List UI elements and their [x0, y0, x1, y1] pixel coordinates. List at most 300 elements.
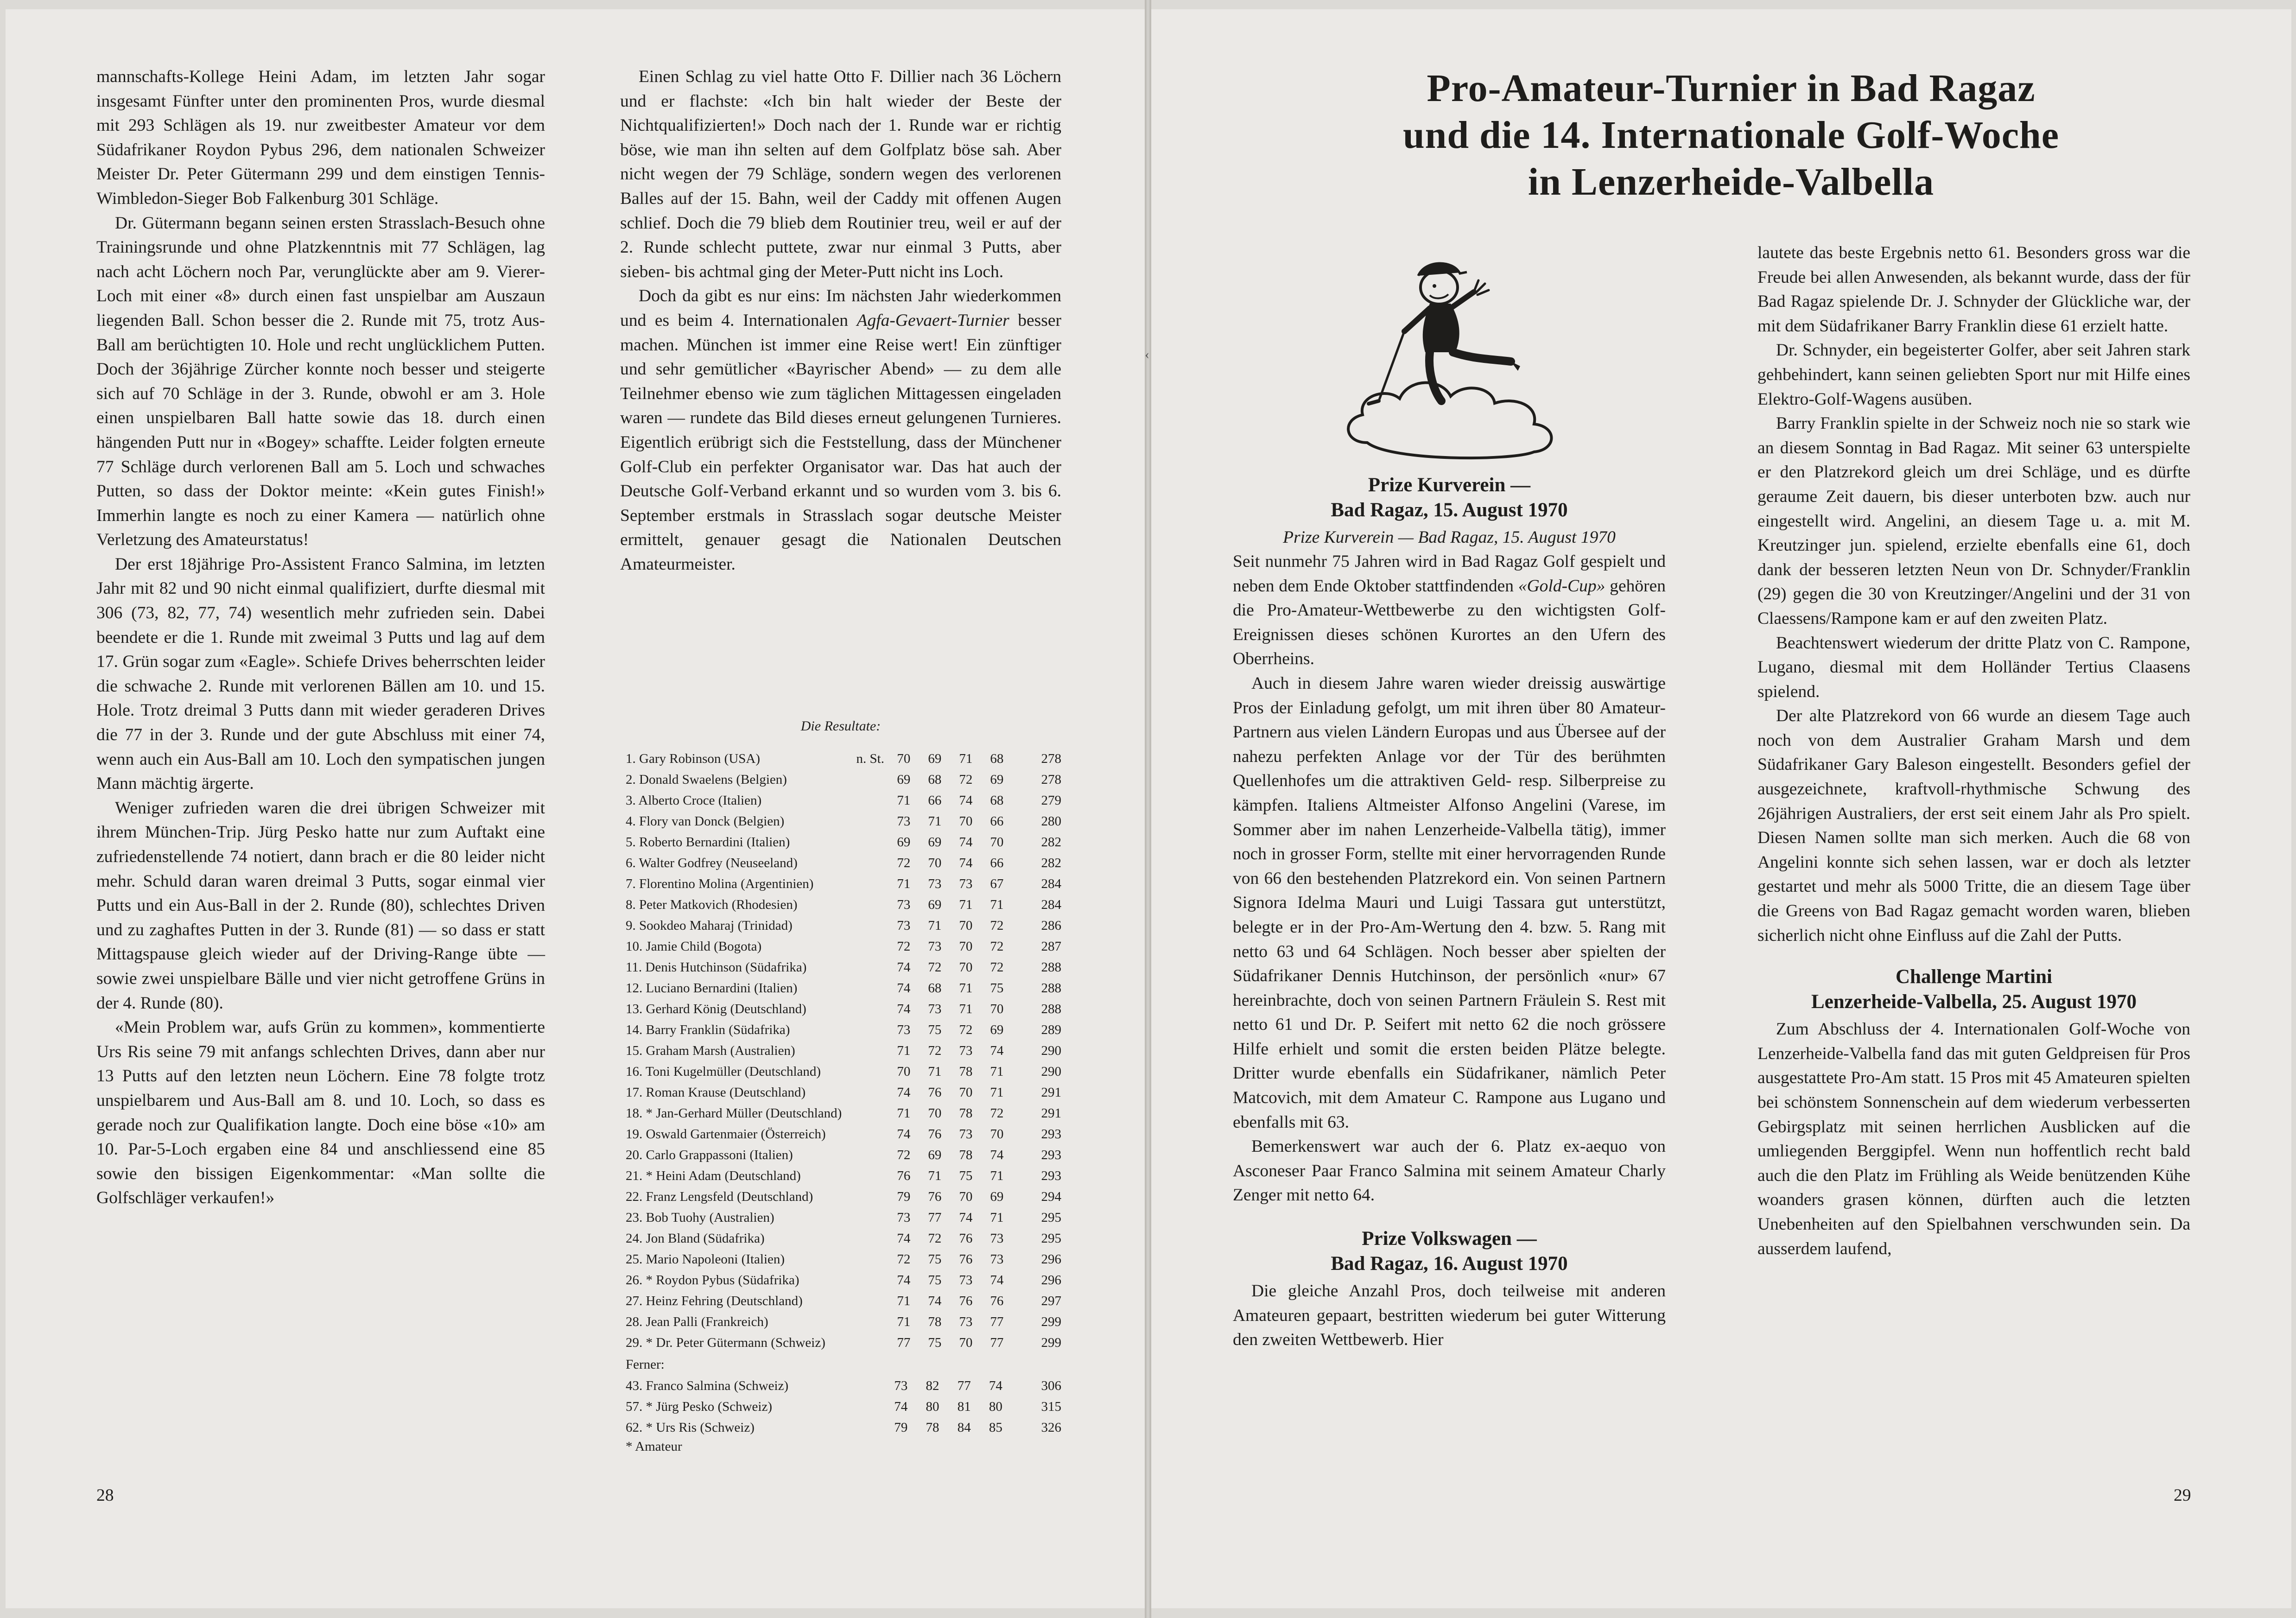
paragraph: Die gleiche Anzahl Pros, doch teilweise mit anderen Amateuren gepaart, bestritten wiederum bei guter Witterung den zweiten Wettbewerb. Hier	[1233, 1282, 1666, 1350]
player-name: 43. Franco Salmina (Schweiz)	[626, 1378, 789, 1393]
table-row	[626, 978, 1061, 999]
table-row	[626, 1041, 1061, 1061]
tiebreak-note	[856, 832, 897, 853]
round-score: 74	[897, 1085, 911, 1100]
paragraph: mannschafts-Kollege Heini Adam, im letzten Jahr sogar insgesamt Fünfter unter den prominenten Pros, wurde diesmal mit 293 Schlägen als 19. nur zweitbester Amateur vor dem Südafrikaner Roydon Pybus 296, dem nationalen Schweizer Meister Dr. Peter Gütermann 299 und dem einstigen Tennis-Wimbledon-Sieger Bob Falkenburg 301 Schläge.	[96, 67, 545, 208]
player-name: 25. Mario Napoleoni (Italien)	[626, 1252, 785, 1267]
tiebreak-note	[856, 1291, 897, 1312]
round-score: 71	[990, 1168, 1004, 1183]
round-score: 67	[990, 876, 1004, 891]
round-score: 69	[928, 751, 942, 766]
page-number-right: 29	[2174, 1486, 2191, 1505]
round-score: 74	[897, 1127, 911, 1142]
round-score: 71	[897, 1294, 911, 1308]
paragraph: Der alte Platzrekord von 66 wurde an diesem Tage auch noch von dem Australier Graham Marsh und dem Südafrikaner Gary Baleson eingestellt. Besonders gefiel der ausgezeichnete, kraftvoll-rhythmische Schwung des 26jährigen Australiers, der erst seit einem Jahr als Pro spielt. Diesen Namen sollte man sich merken. Auch die 68 von Angelini konnte sich sehen lassen, war er doch als letzter gestartet und mehr als 5000 Tritte, die an diesem Tage über die Greens von Bad Ragaz gemacht worden waren, blieben sicherlich nicht ohne Einfluss auf die Zahl der Putts.	[1757, 706, 2190, 945]
round-score: 70	[897, 1064, 911, 1079]
round-score: 69	[928, 835, 942, 850]
player-name: 10. Jamie Child (Bogota)	[626, 939, 762, 954]
title-line: in Lenzerheide-Valbella	[1528, 160, 1934, 203]
round-score: 71	[959, 897, 973, 912]
round-score: 76	[897, 1168, 911, 1183]
round-score: 74	[990, 1273, 1004, 1288]
tiebreak-note	[856, 1312, 897, 1332]
round-score: 73	[928, 939, 942, 954]
left-column-1	[96, 65, 545, 1211]
round-score: 70	[959, 939, 973, 954]
section-heading	[1757, 964, 2190, 1015]
round-score: 79	[897, 1189, 911, 1204]
player-name: 62. * Urs Ris (Schweiz)	[626, 1420, 755, 1435]
table-row	[626, 769, 1061, 790]
round-score: 70	[959, 814, 973, 829]
round-score: 71	[959, 981, 973, 996]
results-title: Die Resultate:	[800, 718, 881, 734]
round-score: 79	[894, 1420, 908, 1435]
player-name: 6. Walter Godfrey (Neuseeland)	[626, 856, 798, 870]
round-score: 68	[990, 751, 1004, 766]
round-score: 71	[897, 876, 911, 891]
round-score: 70	[897, 751, 911, 766]
table-row	[626, 936, 1061, 957]
tiebreak-note	[856, 1082, 897, 1103]
paragraph: Einen Schlag zu viel hatte Otto F. Dillier nach 36 Löchern und er flachste: «Ich bin halt wieder der Beste der Nichtqualifizierten!» Doch nach der 1. Runde war er richtig böse, wie man ihn selten auf dem Golfplatz böse sah. Aber nicht wegen der 79 Schläge, sondern wegen des verlorenen Balles auf der 15. Bahn, weil der Caddy mit offenen Augen schlief. Doch die 79 blieb dem Routinier treu, weil er auf der 2. Runde schlecht puttete, zwar nur einmal 3 Putts, aber sieben- bis achtmal ging der Meter-Putt nicht ins Loch.	[620, 67, 1061, 281]
round-score: 69	[990, 1189, 1004, 1204]
total-score: 293	[1041, 1168, 1061, 1183]
round-score: 73	[928, 1002, 942, 1016]
table-row	[626, 1187, 1061, 1207]
gutter-mark: ‹	[1145, 347, 1149, 362]
tiebreak-note	[856, 1166, 897, 1187]
round-score: 70	[928, 856, 942, 870]
title-line: und die 14. Internationale Golf-Woche	[1402, 114, 2060, 157]
tiebreak-note	[856, 1270, 897, 1291]
table-row	[626, 1207, 1061, 1228]
section-subheading: Prize Kurverein — Bad Ragaz, 15. August 1970	[1283, 528, 1616, 547]
round-score: 74	[897, 1002, 911, 1016]
player-name: 1. Gary Robinson (USA)	[626, 751, 760, 766]
round-score: 75	[990, 981, 1004, 996]
round-score: 74	[959, 793, 973, 808]
round-score: 71	[959, 1002, 973, 1016]
round-score: 78	[928, 1314, 942, 1329]
table-row	[626, 1291, 1061, 1312]
table-row	[626, 811, 1061, 832]
tiebreak-note	[856, 769, 897, 790]
round-score: 72	[990, 939, 1004, 954]
text-run: Seit nunmehr 75 Jahren wird in Bad Ragaz Golf gespielt und neben dem Ende Oktober stattfindenden	[1233, 552, 1666, 596]
round-score: 77	[990, 1314, 1004, 1329]
total-score: 291	[1041, 1106, 1061, 1121]
table-row	[626, 1020, 1061, 1041]
table-row	[626, 1396, 1061, 1417]
round-score: 72	[897, 1252, 911, 1267]
round-score: 75	[928, 1022, 942, 1037]
round-score: 76	[928, 1127, 942, 1142]
round-score: 82	[926, 1378, 939, 1393]
total-score: 297	[1041, 1294, 1061, 1308]
round-score: 72	[897, 1148, 911, 1162]
total-score: 296	[1041, 1273, 1061, 1288]
paragraph: Auch in diesem Jahre waren wieder dreissig auswärtige Pros der Einladung gefolgt, um mit ihren über 80 Amateur-Partnern aus vielen Ländern Europas und aus Übersee auf der nahezu perfekten Anlage vor der Tür des berühmten Quellenhofes um die attraktiven Geld- resp. Silberpreise zu kämpfen. Italiens Altmeister Alfonso Angelini (Varese, im Sommer aber im nahen Lenzerheide-Valbella tätig), immer noch in grosser Form, stellte mit einer hervorragenden Runde von 66 den bestehenden Platzrekord ein. Von seinen Partnern Signora Idelma Mauri und Luigi Tassara gut unterstützt, belegte er in der Pro-Am-Wertung den 4. bzw. 5. Rang mit netto 63 und 64 Schlägen. Noch besser aber spielten der Südafrikaner Dennis Hutchinson, der persönlich «nur» 67 hereinbrachte, doch von seinen Partnern Fräulein S. Rest mit netto 61 und Dr. P. Seifert mit netto 62 die noch grössere Hilfe erhielt und somit die ersten beiden Plätze belegte. Dritter wurde ebenfalls ein Südafrikaner, nämlich Peter Matcovich, mit dem Amateur C. Rampone aus Lugano und ebenfalls mit 63.	[1233, 673, 1666, 1132]
table-row	[626, 1376, 1061, 1396]
paragraph: «Mein Problem war, aufs Grün zu kommen», kommentierte Urs Ris seine 79 mit anfangs schlechten Drives, dann aber nur 13 Putts auf den letzten neun Löchern. Eine 78 folgte trotz unspielbarem und Aus-Ball am 8. und 10. Loch, so dass es gerade noch zur Qualifikation langte. Doch eine böse «10» am 10. Par-5-Loch ergaben eine 84 und anschliessend eine 85 sowie den bissigen Eigenkommentar: «Man sollte die Golfschläger verkaufen!»	[96, 1018, 545, 1208]
table-row	[626, 853, 1061, 874]
round-score: 69	[928, 897, 942, 912]
paragraph: lautete das beste Ergebnis netto 61. Besonders gross war die Freude bei allen Anwesenden, als bekannt wurde, dass der für Bad Ragaz spielende Dr. J. Schnyder der Glückliche war, der mit dem Südafrikaner Barry Franklin diese 61 erzielt hatte.	[1757, 243, 2190, 336]
heading-line: Lenzerheide-Valbella, 25. August 1970	[1811, 991, 2137, 1013]
player-name: 7. Florentino Molina (Argentinien)	[626, 876, 814, 891]
heading-line: Prize Volkswagen —	[1362, 1228, 1537, 1250]
amateur-note: * Amateur	[626, 1439, 682, 1454]
paragraph: Weniger zufrieden waren die drei übrigen Schweizer mit ihrem München-Trip. Jürg Pesko hatte nur zum Auftakt eine zufriedenstellende 74 notiert, dann brach er die 80 leider nicht mehr. Schuld daran waren dreimal 3 Putts, sogar einmal vier Putts und ein Aus-Ball in der 2. Runde (80), schlechtes Driven und zu zaghaftes Putten in der 3. Runde (81) — so dass er statt Mittagspause gleich wieder auf der Driving-Range übte — sowie zwei unspielbare Bälle und vier nicht getroffene Grüns in der 4. Runde (80).	[96, 798, 545, 1013]
table-row	[626, 1082, 1061, 1103]
table-row	[626, 999, 1061, 1020]
round-score: 80	[989, 1399, 1002, 1414]
round-score: 85	[989, 1420, 1002, 1435]
round-score: 78	[959, 1106, 973, 1121]
round-score: 71	[928, 1064, 942, 1079]
paragraph: Dr. Schnyder, ein begeisterter Golfer, aber seit Jahren stark gehbehindert, kann seinen geliebten Sport nur mit Hilfe eines Elektro-Golf-Wagens ausüben.	[1757, 341, 2190, 409]
round-score: 68	[928, 772, 942, 787]
table-row	[626, 1417, 1061, 1438]
round-score: 74	[990, 1043, 1004, 1058]
total-score: 299	[1041, 1314, 1061, 1329]
ferner-label: Ferner:	[626, 1357, 665, 1372]
round-score: 76	[959, 1294, 973, 1308]
tiebreak-note	[856, 1207, 897, 1228]
round-score: 68	[990, 793, 1004, 808]
round-score: 69	[990, 1022, 1004, 1037]
round-score: 77	[957, 1378, 971, 1393]
round-score: 74	[959, 1210, 973, 1225]
player-name: 13. Gerhard König (Deutschland)	[626, 1002, 806, 1016]
italic-run: Agfa-Gevaert-Turnier	[856, 311, 1009, 330]
total-score: 279	[1041, 793, 1061, 808]
round-score: 72	[959, 772, 973, 787]
round-score: 81	[957, 1399, 971, 1414]
results-table	[626, 749, 1061, 1353]
table-row	[626, 1270, 1061, 1291]
round-score: 78	[926, 1420, 939, 1435]
table-row	[626, 1166, 1061, 1187]
tiebreak-note	[856, 1124, 897, 1145]
round-score: 71	[959, 751, 973, 766]
tiebreak-note	[856, 1103, 897, 1124]
total-score: 326	[1041, 1420, 1061, 1435]
round-score: 72	[959, 1022, 973, 1037]
round-score: 74	[959, 856, 973, 870]
table-row	[626, 1061, 1061, 1082]
total-score: 286	[1041, 918, 1061, 933]
total-score: 282	[1041, 835, 1061, 850]
text-run: besser machen. München ist immer eine Reise wert! Ein zünftiger und sehr gemütlicher «Bayrischer Abend» — zu dem alle Teilnehmer ebenso wie zum täglichen Mittagessen eingeladen waren — rundete das Bild dieses erneut gelungenen Turnieres. Eigentlich erübrigt sich die Feststellung, dass der Münchener Golf-Club ein perfekter Organisator war. Das hat auch der Deutsche Golf-Verband erkannt und so wurden vom 3. bis 6. September erstmals in Strasslach sogar deutsche Meister ermittelt, genauer gesagt die Nationalen Deutschen Amateurmeister.	[620, 311, 1061, 574]
right-column-2	[1757, 241, 2190, 1261]
total-score: 282	[1041, 856, 1061, 870]
round-score: 72	[928, 1043, 942, 1058]
player-name: 57. * Jürg Pesko (Schweiz)	[626, 1399, 773, 1414]
round-score: 71	[990, 1064, 1004, 1079]
player-name: 29. * Dr. Peter Gütermann (Schweiz)	[626, 1335, 825, 1350]
round-score: 75	[928, 1335, 942, 1350]
page-gutter	[1145, 0, 1151, 1618]
round-score: 70	[959, 960, 973, 975]
round-score: 77	[990, 1335, 1004, 1350]
player-name: 27. Heinz Fehring (Deutschland)	[626, 1294, 803, 1308]
table-row	[626, 790, 1061, 811]
round-score: 68	[928, 981, 942, 996]
player-name: 4. Flory van Donck (Belgien)	[626, 814, 785, 829]
round-score: 72	[928, 1231, 942, 1246]
round-score: 74	[989, 1378, 1002, 1393]
player-name: 20. Carlo Grappassoni (Italien)	[626, 1148, 793, 1162]
round-score: 72	[990, 918, 1004, 933]
round-score: 71	[990, 897, 1004, 912]
total-score: 293	[1041, 1148, 1061, 1162]
tiebreak-note	[856, 1145, 897, 1166]
heading-line: Challenge Martini	[1896, 966, 2052, 988]
ferner-table	[626, 1376, 1061, 1438]
round-score: 73	[959, 1314, 973, 1329]
total-score: 290	[1041, 1064, 1061, 1079]
round-score: 73	[894, 1378, 908, 1393]
total-score: 289	[1041, 1022, 1061, 1037]
tiebreak-note	[856, 1228, 897, 1249]
total-score: 278	[1041, 751, 1061, 766]
round-score: 71	[990, 1085, 1004, 1100]
heading-line: Prize Kurverein —	[1368, 474, 1531, 496]
italic-run: «Gold-Cup»	[1518, 576, 1605, 596]
table-row	[626, 874, 1061, 895]
round-score: 71	[897, 1043, 911, 1058]
total-score: 295	[1041, 1231, 1061, 1246]
illustration-space	[1233, 241, 1666, 473]
round-score: 69	[928, 1148, 942, 1162]
table-row	[626, 1145, 1061, 1166]
tiebreak-note	[856, 1187, 897, 1207]
section-heading	[1233, 1226, 1666, 1276]
paragraph: Dr. Gütermann begann seinen ersten Strasslach-Besuch ohne Trainingsrunde und ohne Platzkenntnis mit 77 Schlägen, lag nach acht Löchern noch Par, verunglückte aber am 9. Vierer-Loch mit einer «8» durch einen fast unspielbar am Auszaun liegenden Ball. Schon besser die 2. Runde mit 75, trotz Aus-Ball am berüchtigten 10. Hole und recht unglücklichem Putten. Doch der 36jährige Zürcher konnte noch besser und steigerte sich auf 70 Schläge in der 3. Runde, obwohl er am 3. Hole einen unspielbaren Ball hatte sowie das 18. durch einen hängenden Putt nur in «Bogey» schaffte. Leider folgten erneute 77 Schläge durch verlorenen Ball am 5. Loch und schwaches Putten, so dass der Doktor meinte: «Kein gutes Finish!» Immerhin langte es noch zu einer Kamera — natürlich ohne Verletzung des Amateurstatus!	[96, 213, 545, 550]
player-name: 9. Sookdeo Maharaj (Trinidad)	[626, 918, 793, 933]
round-score: 73	[959, 1273, 973, 1288]
player-name: 23. Bob Tuohy (Australien)	[626, 1210, 774, 1225]
table-row	[626, 1124, 1061, 1145]
player-name: 18. * Jan-Gerhard Müller (Deutschland)	[626, 1106, 842, 1121]
total-score: 284	[1041, 897, 1061, 912]
tiebreak-note	[856, 874, 897, 895]
total-score: 294	[1041, 1189, 1061, 1204]
player-name: 19. Oswald Gartenmaier (Österreich)	[626, 1127, 826, 1142]
round-score: 75	[928, 1273, 942, 1288]
total-score: 278	[1041, 772, 1061, 787]
player-name: 17. Roman Krause (Deutschland)	[626, 1085, 806, 1100]
total-score: 287	[1041, 939, 1061, 954]
round-score: 74	[928, 1294, 942, 1308]
table-row	[626, 832, 1061, 853]
round-score: 66	[990, 856, 1004, 870]
total-score: 291	[1041, 1085, 1061, 1100]
round-score: 73	[928, 876, 942, 891]
text-run: Doch da gibt es nur eins: Im nächsten Jahr wiederkommen und es beim 4. Internationalen	[620, 286, 1061, 330]
tiebreak-note	[856, 1041, 897, 1061]
round-score: 73	[897, 814, 911, 829]
player-name: 21. * Heini Adam (Deutschland)	[626, 1168, 801, 1183]
article-title	[1279, 65, 2183, 205]
player-name: 3. Alberto Croce (Italien)	[626, 793, 762, 808]
round-score: 70	[990, 1127, 1004, 1142]
player-name: 12. Luciano Bernardini (Italien)	[626, 981, 798, 996]
round-score: 71	[897, 793, 911, 808]
tiebreak-note	[856, 1020, 897, 1041]
round-score: 70	[990, 835, 1004, 850]
total-score: 284	[1041, 876, 1061, 891]
round-score: 71	[897, 1314, 911, 1329]
round-score: 66	[928, 793, 942, 808]
tiebreak-note	[856, 999, 897, 1020]
player-name: 11. Denis Hutchinson (Südafrika)	[626, 960, 807, 975]
round-score: 74	[897, 960, 911, 975]
round-score: 74	[894, 1399, 908, 1414]
player-name: 5. Roberto Bernardini (Italien)	[626, 835, 790, 850]
round-score: 76	[990, 1294, 1004, 1308]
total-score: 315	[1041, 1399, 1061, 1414]
paragraph	[1233, 550, 1666, 672]
tiebreak-note	[856, 1061, 897, 1082]
round-score: 70	[959, 918, 973, 933]
table-row	[626, 957, 1061, 978]
right-column-1	[1233, 241, 1666, 1352]
round-score: 71	[928, 918, 942, 933]
tiebreak-note	[856, 957, 897, 978]
round-score: 70	[959, 1335, 973, 1350]
round-score: 74	[897, 1231, 911, 1246]
round-score: 73	[959, 1127, 973, 1142]
section-heading	[1233, 473, 1666, 523]
player-name: 22. Franz Lengsfeld (Deutschland)	[626, 1189, 813, 1204]
round-score: 73	[897, 918, 911, 933]
tiebreak-note	[856, 936, 897, 957]
round-score: 73	[897, 897, 911, 912]
round-score: 70	[959, 1085, 973, 1100]
round-score: 74	[897, 981, 911, 996]
text-run: gehören die Pro-Amateur-Wettbewerbe zu den wichtigsten Golf-Ereignissen dieses schönen Kurortes an den Ufern des Oberrheins.	[1233, 576, 1666, 669]
round-score: 76	[959, 1252, 973, 1267]
table-row	[626, 1249, 1061, 1270]
tiebreak-note	[856, 895, 897, 915]
tiebreak-note	[856, 1249, 897, 1270]
round-score: 76	[959, 1231, 973, 1246]
left-column-2	[620, 65, 1061, 577]
total-score: 299	[1041, 1335, 1061, 1350]
player-name: 2. Donald Swaelens (Belgien)	[626, 772, 787, 787]
round-score: 73	[990, 1231, 1004, 1246]
round-score: 71	[897, 1106, 911, 1121]
round-score: 76	[928, 1189, 942, 1204]
round-score: 73	[990, 1252, 1004, 1267]
total-score: 280	[1041, 814, 1061, 829]
round-score: 80	[926, 1399, 939, 1414]
round-score: 75	[928, 1252, 942, 1267]
paragraph: Barry Franklin spielte in der Schweiz noch nie so stark wie an diesem Sonntag in Bad Ragaz. Mit seiner 63 unterspielte er den Platzrekord gleich um drei Schläge, und es dürfte geraume Zeit dauern, bis dieser unterboten bzw. auch nur eingestellt wird. Angelini, an diesem Tage u. a. mit M. Kreutzinger jun. spielend, erzielte ebenfalls eine 61, doch dank der besseren letzten Neun von Dr. Schnyder/Franklin (29) gegen die 30 von Kreutzinger/Angelini und der 31 von Claessens/Rampone kam er auf den zweiten Platz.	[1757, 414, 2190, 628]
total-score: 295	[1041, 1210, 1061, 1225]
total-score: 296	[1041, 1252, 1061, 1267]
tiebreak-note	[856, 790, 897, 811]
table-row	[626, 915, 1061, 936]
round-score: 77	[928, 1210, 942, 1225]
round-score: 73	[897, 1210, 911, 1225]
round-score: 71	[990, 1210, 1004, 1225]
round-score: 73	[959, 1043, 973, 1058]
round-score: 72	[897, 856, 911, 870]
heading-line: Bad Ragaz, 15. August 1970	[1331, 499, 1568, 521]
player-name: 14. Barry Franklin (Südafrika)	[626, 1022, 790, 1037]
paragraph: Zum Abschluss der 4. Internationalen Golf-Woche von Lenzerheide-Valbella fand das mit guten Geldpreisen für Pros ausgestattete Pro-Am statt. 15 Pros mit 45 Amateuren spielten bei schönstem Sonnenschein auf dem wiederum verbesserten Gebirgsplatz mit seinen herrlichen Ausblicken auf die umliegenden Berggipfel. Wenn nun hoffentlich recht bald auch die den Platz im Frühling als Weide benützenden Kühe woanders grasen können, dürften auch die letzten Unebenheiten auf den Spielbahnen verschwunden sein. Da ausserdem laufend,	[1757, 1020, 2190, 1258]
round-score: 69	[897, 835, 911, 850]
round-score: 74	[959, 835, 973, 850]
paragraph: Bemerkenswert war auch der 6. Platz ex-aequo von Asconeser Paar Franco Salmina mit seinem Amateur Charly Zenger mit netto 64.	[1233, 1137, 1666, 1205]
paragraph: Der erst 18jährige Pro-Assistent Franco Salmina, im letzten Jahr mit 82 und 90 nicht einmal qualifiziert, durfte diesmal mit 306 (73, 82, 77, 74) wesentlich mehr zufrieden sein. Dabei beendete er die 1. Runde mit zweimal 3 Putts und lag auf dem 17. Grün sogar zum «Eagle». Schiefe Drives beherrschten leider die schwache 2. Runde mit verlorenen Bällen am 10. und 15. Hole. Trotz dreimal 3 Putts dann mit wieder geraderen Drives die 77 in der 3. Runde und der gute Abschluss mit einer 74, wenn auch ein Aus-Ball am 10. Loch den sympatischen jungen Mann mächtig ärgerte.	[96, 554, 545, 793]
player-name: 26. * Roydon Pybus (Südafrika)	[626, 1273, 799, 1288]
table-row	[626, 1312, 1061, 1332]
round-score: 73	[897, 1022, 911, 1037]
round-score: 77	[897, 1335, 911, 1350]
page-number-left: 28	[96, 1486, 114, 1505]
player-name: 8. Peter Matkovich (Rhodesien)	[626, 897, 798, 912]
paragraph: Beachtenswert wiederum der dritte Platz von C. Rampone, Lugano, diesmal mit dem Holländer Tertius Claasens spielend.	[1757, 633, 2190, 701]
round-score: 78	[959, 1064, 973, 1079]
round-score: 70	[928, 1106, 942, 1121]
round-score: 72	[990, 1106, 1004, 1121]
round-score: 75	[959, 1168, 973, 1183]
title-line: Pro-Amateur-Turnier in Bad Ragaz	[1427, 67, 2036, 110]
total-score: 306	[1041, 1378, 1061, 1393]
round-score: 70	[959, 1189, 973, 1204]
total-score: 288	[1041, 960, 1061, 975]
table-row	[626, 1103, 1061, 1124]
round-score: 70	[990, 1002, 1004, 1016]
total-score: 293	[1041, 1127, 1061, 1142]
tiebreak-note	[856, 915, 897, 936]
round-score: 69	[897, 772, 911, 787]
total-score: 288	[1041, 1002, 1061, 1016]
table-row	[626, 1332, 1061, 1353]
tiebreak-note	[856, 811, 897, 832]
round-score: 74	[990, 1148, 1004, 1162]
player-name: 24. Jon Bland (Südafrika)	[626, 1231, 765, 1246]
round-score: 78	[959, 1148, 973, 1162]
round-score: 76	[928, 1085, 942, 1100]
round-score: 71	[928, 814, 942, 829]
player-name: 16. Toni Kugelmüller (Deutschland)	[626, 1064, 821, 1079]
tiebreak-note	[856, 978, 897, 999]
round-score: 72	[897, 939, 911, 954]
heading-line: Bad Ragaz, 16. August 1970	[1331, 1253, 1568, 1275]
round-score: 72	[928, 960, 942, 975]
total-score: 288	[1041, 981, 1061, 996]
player-name: 15. Graham Marsh (Australien)	[626, 1043, 795, 1058]
round-score: 72	[990, 960, 1004, 975]
round-score: 84	[957, 1420, 971, 1435]
round-score: 69	[990, 772, 1004, 787]
round-score: 74	[897, 1273, 911, 1288]
total-score: 290	[1041, 1043, 1061, 1058]
round-score: 66	[990, 814, 1004, 829]
paragraph	[620, 284, 1061, 577]
table-row	[626, 895, 1061, 915]
round-score: 73	[959, 876, 973, 891]
tiebreak-note	[856, 1332, 897, 1353]
player-name: 28. Jean Palli (Frankreich)	[626, 1314, 768, 1329]
table-row	[626, 749, 1061, 769]
